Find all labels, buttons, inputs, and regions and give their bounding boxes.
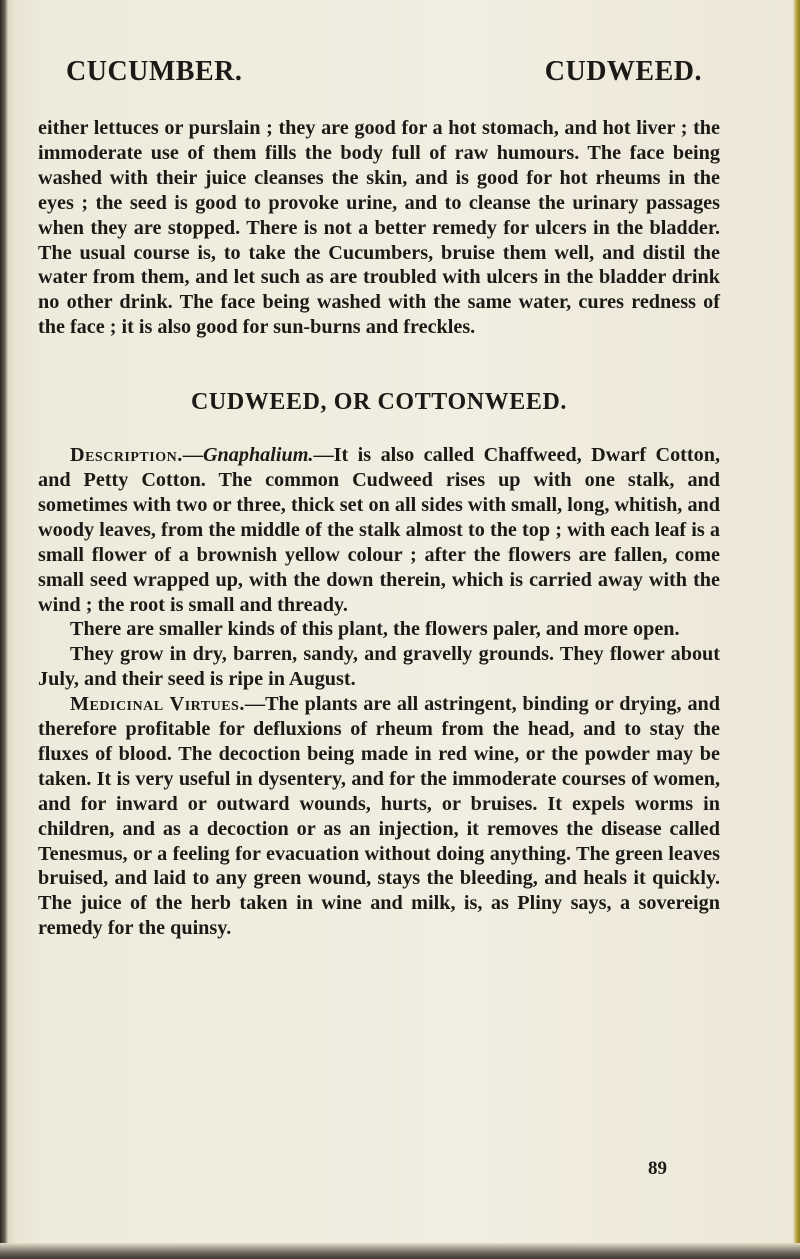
description-paragraph [38,443,720,617]
virtues-text: The plants are all astringent, binding or drying, and therefore profitable for defluxions of rheum from the head, and to stay the fluxes of blood. The decoction being made in red wine, or the powder may be taken. It is very useful in dysentery, and for the immoderate courses of women, and for inward or outward wounds, hurts, or bruises. It expels worms in children, and as a decoction or as an injection, it removes the disease called Tenesmus, or a feeling for evacuation without doing anything. The green leaves bruised, and laid to any green wound, stays the bleeding, and heals it quickly. The juice of the herb taken in wine and milk, is, as Pliny says, a sovereign remedy for the quinsy. [38,693,720,940]
page-number: 89 [648,1158,667,1179]
header-left: CUCUMBER. [66,56,243,87]
description-label: Description. [70,444,183,467]
dash: — [313,444,334,467]
grow-paragraph: They grow in dry, barren, sandy, and gravelly grounds. They flower about July, and their seed is ripe in August. [38,643,720,691]
running-header [66,56,702,88]
description-text: It is also called Chaffweed, Dwarf Cotton, and Petty Cotton. The common Cudweed rises up with one stalk, and sometimes with two or three, thick set on all sides with small, long, whitish, and woody leaves, from the middle of the stalk almost to the top ; with each leaf is a small flower of a brownish yellow colour ; after the flowers are fallen, come small seed wrapped up, with the down therein, which is carried away with the wind ; the root is small and thready. [38,444,720,616]
virtues-label: Medicinal Virtues. [70,693,245,716]
page-body [38,116,720,941]
page-edge-bottom [0,1243,800,1259]
virtues-paragraph [38,692,720,941]
section-title: CUDWEED, OR COTTONWEED. [190,389,568,416]
latin-name: Gnaphalium. [202,444,314,467]
intro-paragraph: either lettuces or purslain ; they are good for a hot stomach, and hot liver ; the immoderate use of them fills the body full of raw humours. The face being washed with their juice cleanses the skin, and is good for hot rheums in the eyes ; the seed is good to provoke urine, and to cleanse the urinary passages when they are stopped. There is not a better remedy for ulcers in the bladder. The usual course is, to take the Cucumbers, bruise them well, and distil the water from them, and let such as are troubled with ulcers in the bladder drink no other drink. The face being washed with the same water, cures redness of the face ; it is also good for sun-burns and freckles. [38,117,720,339]
page-edge-right [793,0,800,1259]
header-right: CUDWEED. [544,56,702,87]
smaller-kinds-paragraph: There are smaller kinds of this plant, the flowers paler, and more open. [70,618,680,641]
binding-gutter [0,0,8,1259]
dash: — [244,693,266,716]
dash: — [182,444,203,467]
